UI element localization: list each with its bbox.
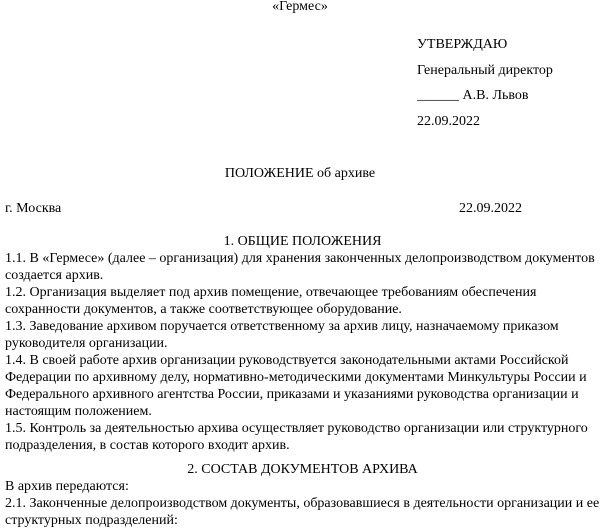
document-title: ПОЛОЖЕНИЕ об архиве [224,166,376,181]
paragraph: В архив передаются: [5,479,129,494]
approver-position: Генеральный директор [417,63,553,78]
document-date: 22.09.2022 [459,201,522,216]
approver-signature: ______ А.В. Львов [417,88,529,103]
organization-name: «Гермес» [272,0,328,14]
approval-date: 22.09.2022 [417,114,480,129]
paragraph: 1.2. Организация выделяет под архив помещение, отвечающее требованиям обеспечения сохранности документов, а также соответствующее оборудование. [5,285,537,317]
paragraph: 1.1. В «Гермесе» (далее – организация) для хранения законченных делопроизводством документов создается архив. [5,251,595,283]
paragraph: 1.3. Заведование архивом поручается ответственному за архив лицу, назначаемому приказом руководителя организации. [5,319,559,351]
section-archive-documents [5,461,600,529]
paragraph: 1.4. В своей работе архив организации руководствуется законодательными актами Российской Федерации по архивному делу, нормативно-методическими документами Минкультуры России и Федерального архивного агентства России, приказами и указаниями руководства организации и настоящим положением. [5,353,587,419]
approval-stamp: УТВЕРЖДАЮ [417,37,508,52]
document-city: г. Москва [5,201,62,216]
paragraph: 2.1. Законченные делопроизводством документы, образовавшиеся в деятельности организации и ее структурных подразделений: [5,496,600,528]
section-title: 2. СОСТАВ ДОКУМЕНТОВ АРХИВА [187,462,418,477]
section-title: 1. ОБЩИЕ ПОЛОЖЕНИЯ [223,234,382,249]
section-general-provisions [5,233,600,454]
paragraph: 1.5. Контроль за деятельностью архива осуществляет руководство организации или структурного подразделения, в состав которого входит архив. [5,421,588,453]
